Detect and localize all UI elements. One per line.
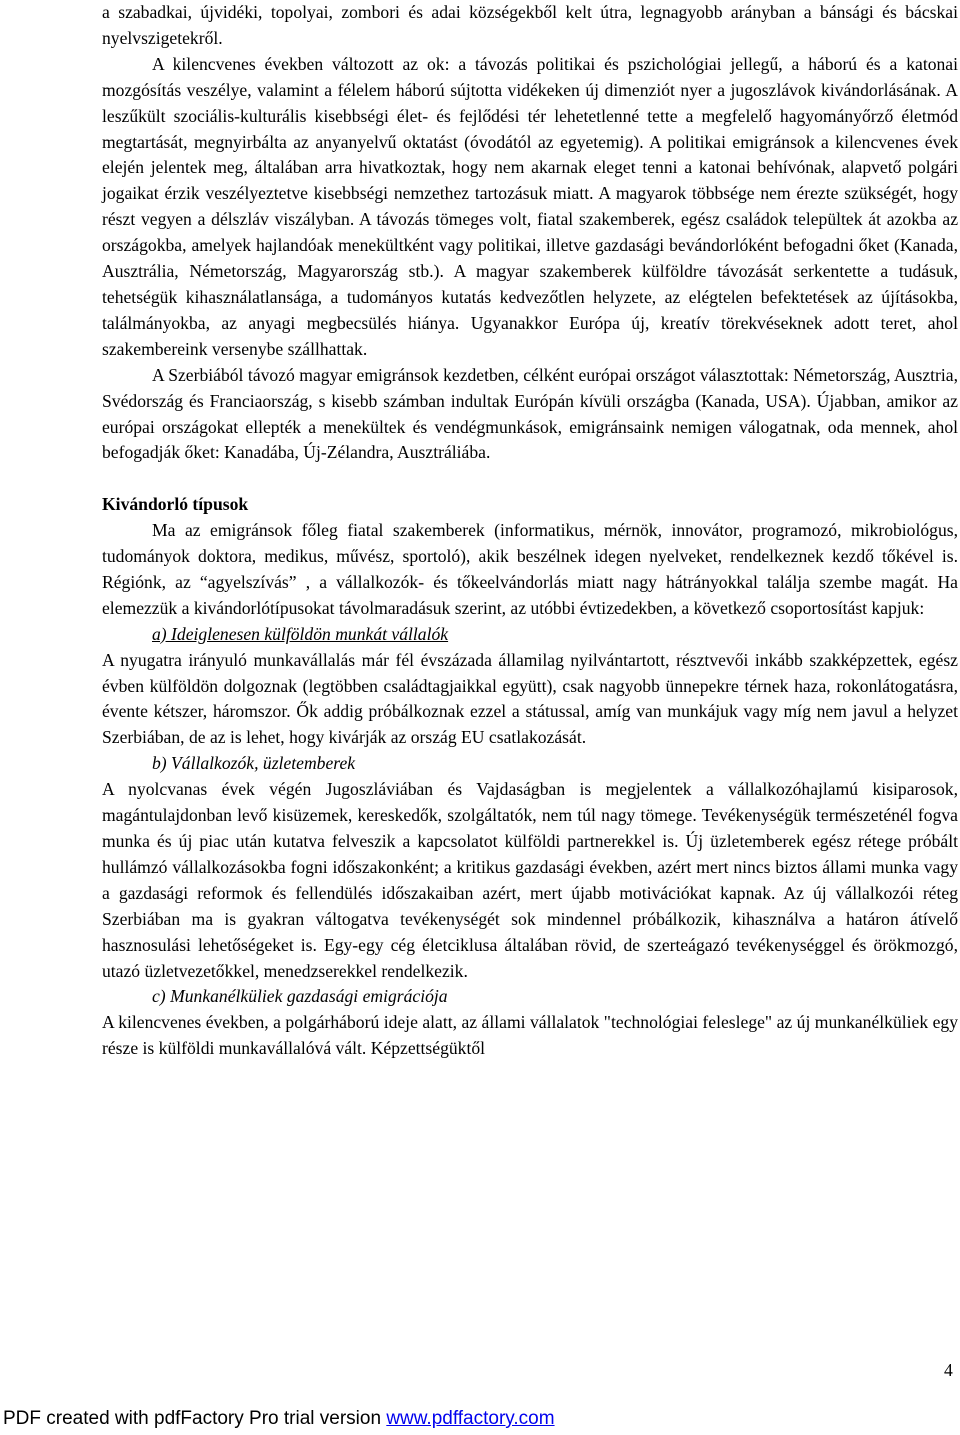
- subheading-c: c) Munkanélküliek gazdasági emigrációja: [152, 986, 448, 1007]
- pdf-footer: [3, 1404, 555, 1434]
- subheading-b: b) Vállalkozók, üzletemberek: [152, 753, 356, 774]
- section-heading: Kivándorló típusok: [102, 494, 249, 515]
- paragraph: A kilencvenes években változott az ok: a távozás politikai és pszichológiai jellegű, a háború és a katonai mozgósítás veszélye, valamint a félelem háború sújtotta vidékeken új dimenziót nyer a jugoszlávok kivándorlásának. A leszűkült szociális-kulturális kisebbségi élet- és fejlődési tér lehetetlenné tette a megfelelő hagyományőrző életmód megtartását, megnyirbálta az anyanyelvű oktatást (óvodától az egyetemig). A politikai emigránsok a kilencvenes évek elején jelentek meg, általában arra hivatkoztak, hogy nem akarnak eleget tenni a katonai behívónak, alapvető polgári jogaikat érzik veszélyeztetve kisebbségi nemzethez tartozásuk miatt. A magyarok többsége nem érezte szükségét, hogy részt vegyen a délszláv viszályban. A távozás tömeges volt, fiatal szakemberek, egész családok települtek át azokba az országokba, amelyek hajlandóak menekültként vagy politikai, illetve gazdasági bevándorlóként befogadni őket (Kanada, Ausztrália, Németország, Magyarország stb.). A magyar szakemberek külföldre távozását serkentette a tudásuk, tehetségük kihasználatlansága, a tudományos kutatás kedvezőtlen helyzete, az elégtelen befektetések az újításokba, találmányokba, az anyagi megbecsülés hiánya. Ugyanakkor Európa új, kreatív törekvéseknek adott teret, ahol szakembereink versenybe szállhattak.: [102, 53, 958, 359]
- blank-line: [102, 466, 958, 492]
- paragraph: A kilencvenes években, a polgárháború ideje alatt, az állami vállalatok "technológiai feleslege" az új munkanélküliek egy része is külföldi munkavállalóvá vált. Képzettségüktől: [102, 1012, 958, 1059]
- paragraph: A Szerbiából távozó magyar emigránsok kezdetben, célként európai országot választottak: Németország, Ausztria, Svédország és Franciaország, s kisebb számban indultak Európán kívüli országba (Kanada, USA). Újabban, amikor az európai országokat ellepték a menekültek és vendégmunkások, emigránsaink nemigen válogatnak, oda mennek, ahol befogadják őket: Kanadába, Új-Zélandra, Ausztráliába.: [102, 364, 958, 463]
- paragraph: A nyugatra irányuló munkavállalás már fél évszázada államilag nyilvántartott, résztvevői inkább szakképzettek, egész évben külföldön dolgoznak (legtöbben családtagjaikkal együtt), csak nagyobb ünnepekre térnek haza, rokonlátogatásra, évente kétszer, háromszor. Ők addig próbálkoznak ezzel a státussal, amíg van munkájuk vagy míg nem javul a helyzet Szerbiában, de az is lehet, hogy kivárják az ország EU csatlakozását.: [102, 649, 958, 748]
- paragraph: a szabadkai, újvidéki, topolyai, zombori és adai községekből kelt útra, legnagyobb arányban a bánsági és bácskai nyelvszigetekről.: [102, 2, 958, 48]
- page-number: 4: [944, 1360, 953, 1380]
- footer-link[interactable]: www.pdffactory.com: [386, 1408, 555, 1429]
- document-page: [102, 0, 958, 1062]
- footer-text: PDF created with pdfFactory Pro trial version: [3, 1408, 387, 1429]
- paragraph: Ma az emigránsok főleg fiatal szakemberek (informatikus, mérnök, innovátor, programozó, mikrobiológus, tudományok doktora, medikus, művész, sportoló), akik beszélnek idegen nyelveket, rendelkeznek kezdő tőkével is. Régiónk, az “agyelszívás” , a vállalkozók- és tőkeelvándorlás miatt nagy hátrányokkal találja szembe magát. Ha elemezzük a kivándorlótípusokat távolmaradásuk szerint, az utóbbi évtizedekben, a következő csoportosítást kapjuk:: [102, 520, 958, 618]
- paragraph: A nyolcvanas évek végén Jugoszláviában és Vajdaságban is megjelentek a vállalkozóhajlamú kisiparosok, magántulajdonban levő kisüzemek, kereskedők, szolgáltatók, nem túl nagy tömege. Tevékenységük természeténél fogva munka és új piac után kutatva felveszik a kapcsolatot külföldi partnerekkel is. Új üzletemberek egész rétege próbált hullámzó vállalkozásokba fogni időszakonként; a kritikus gazdasági években, azért mert nincs biztos állami munka vagy a gazdasági reformok és fellendülés időszakaiban azért, mert újabb motivációkat kapnak. Az új vállalkozói réteg Szerbiában ma is gyakran váltogatva tevékenységét sok mindennel próbálkozik, kihasználva a határon átívelő hasznosulási lehetőségeket is. Egy-egy cég életciklusa általában rövid, de szerteágazó tevékenységgel és örökmozgó, utazó üzletvezetőkkel, menedzserekkel rendelkezik.: [102, 779, 958, 981]
- subheading-a: a) Ideiglenesen külföldön munkát vállalók: [152, 623, 449, 644]
